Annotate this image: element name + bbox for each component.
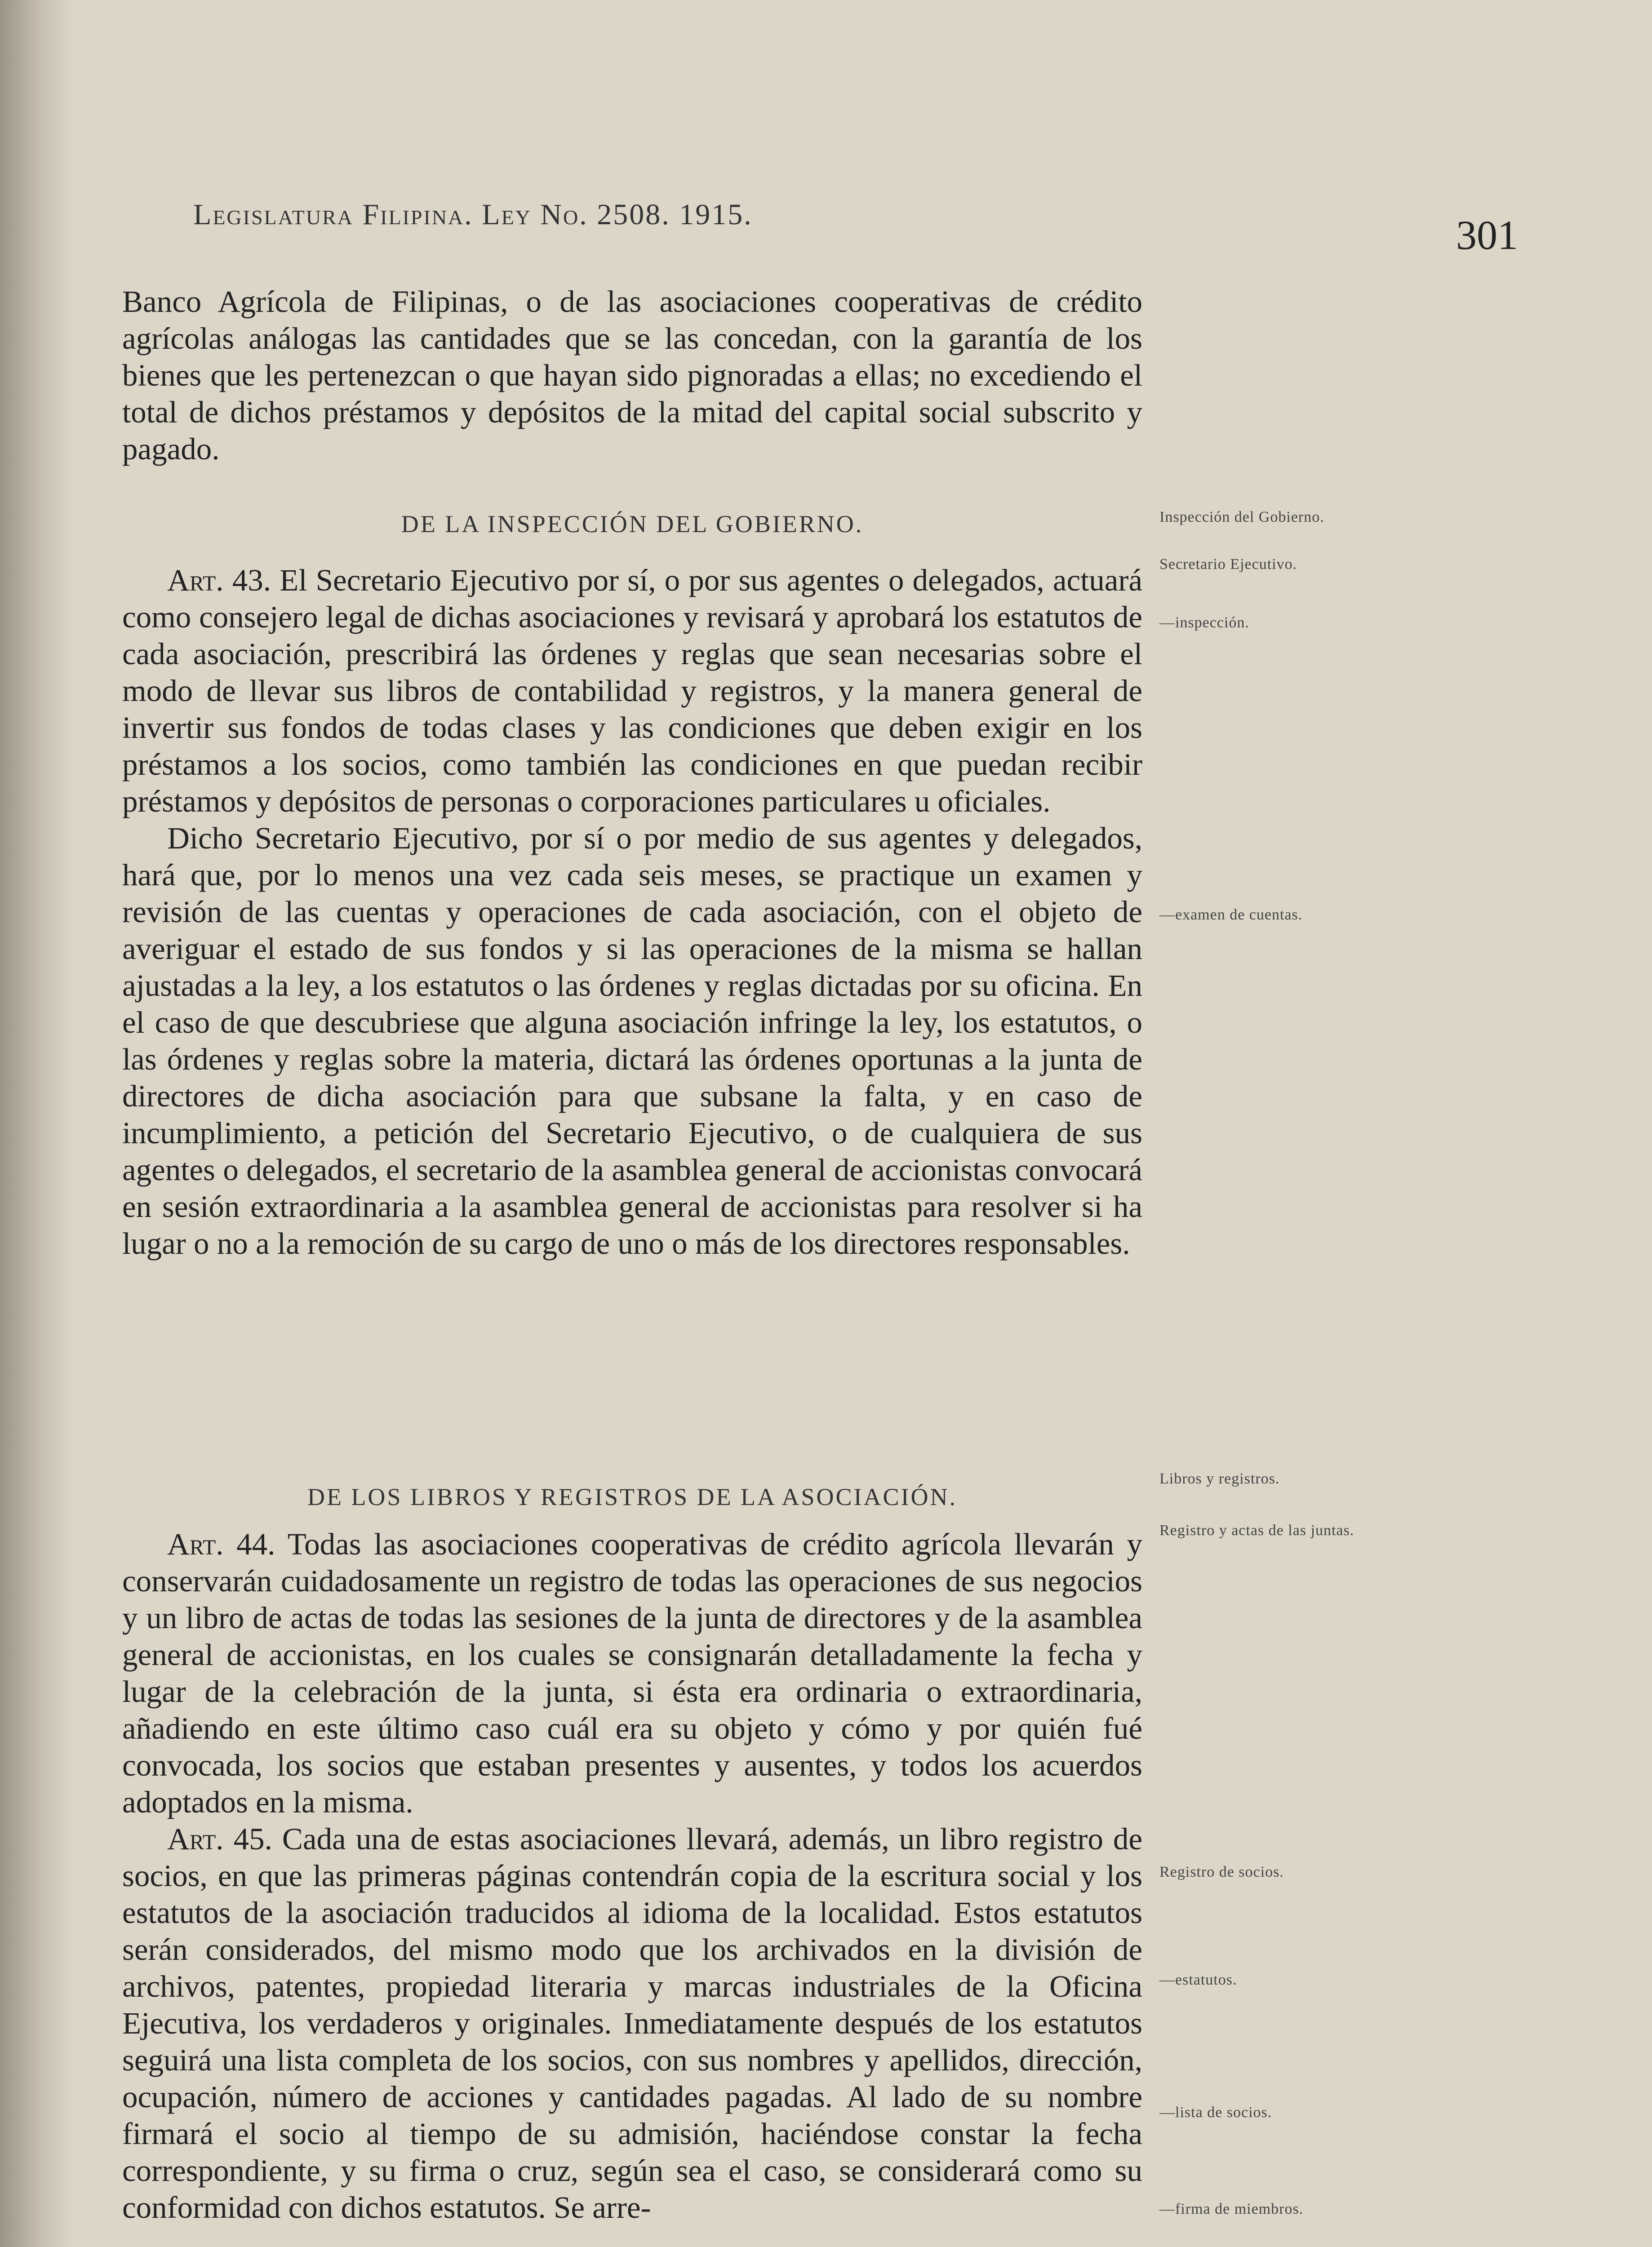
art43-paragraph — [122, 562, 1142, 820]
art43-text: El Secretario Ejecutivo por sí, o por sus agentes o delegados, actuará como consejero legal de dichas asociaciones y revisará y aprobará los estatutos de cada asociación, prescribirá las órdenes y reglas que sean necesarias sobre el modo de llevar sus libros de contabilidad y registros, y la manera general de invertir sus fondos de todas clases y las condiciones que deben exigir en los préstamos a los socios, como también las condiciones en que puedan recibir préstamos y depósitos de personas o corporaciones particulares u oficiales. — [122, 563, 1142, 818]
art44-45-block — [122, 1526, 1142, 2226]
intro-block — [122, 283, 1142, 467]
section-heading-inspeccion: DE LA INSPECCIÓN DEL GOBIERNO. — [401, 511, 864, 537]
art45-text: Cada una de estas asociaciones llevará, además, un libro registro de socios, en que las primeras páginas contendrán copia de la escritura social y los estatutos de la asociación traducidos al idioma de la localidad. Estos estatutos serán considerados, del mismo modo que los archivados en la división de archivos, patentes, propiedad literaria y marcas industriales de la Oficina Ejecutiva, los verdaderos y originales. Inmediatamente después de los estatutos seguirá una lista completa de los socios, con sus nombres y apellidos, dirección, ocupación, número de acciones y cantidades pagadas. Al lado de su nombre firmará el socio al tiempo de su admisión, haciéndose constar la fecha correspondiente, y su firma o cruz, según sea el caso, se considerará como su conformidad con dichos estatutos. Se arre- — [122, 1822, 1142, 2225]
section-heading-libros: DE LOS LIBROS Y REGISTROS DE LA ASOCIACIÓN. — [307, 1483, 958, 1510]
margin-note-lista-socios: —lista de socios. — [1159, 2104, 1272, 2121]
margin-note-libros-registros: Libros y registros. — [1159, 1470, 1280, 1487]
margin-note-examen-cuentas: —examen de cuentas. — [1159, 906, 1303, 923]
scan-page-edge — [0, 0, 72, 2247]
art45-label: Art. 45. — [167, 1822, 272, 1856]
running-head: Legislatura Filipina. Ley No. 2508. 1915. — [193, 198, 753, 231]
margin-note-firma-miembros: —firma de miembros. — [1159, 2201, 1304, 2217]
art44-label: Art. 44. — [167, 1527, 275, 1561]
margin-note-estatutos: —estatutos. — [1159, 1972, 1237, 1988]
margin-note-secretario-ejecutivo: Secretario Ejecutivo. — [1159, 556, 1297, 573]
margin-note-inspeccion-gobierno: Inspección del Gobierno. — [1159, 509, 1324, 525]
margin-note-inspeccion: —inspección. — [1159, 614, 1249, 631]
margin-note-registro-socios: Registro de socios. — [1159, 1864, 1284, 1880]
art43-label: Art. 43. — [167, 563, 271, 597]
art43-block — [122, 562, 1142, 1262]
examen-paragraph: Dicho Secretario Ejecutivo, por sí o por medio de sus agentes y delegados, hará que, por lo menos una vez cada seis meses, se practique un examen y revisión de las cuentas y operaciones de cada asociación, con el objeto de averiguar el estado de sus fondos y si las operaciones de la misma se hallan ajustadas a la ley, a los estatutos o las órdenes y reglas dictadas por su oficina. En el caso de que descubriese que alguna asociación infringe la ley, los estatutos, o las órdenes y reglas sobre la materia, dictará las órdenes oportunas a la junta de directores de dicha asociación para que subsane la falta, y en caso de incumplimiento, a petición del Secretario Ejecutivo, o de cualquiera de sus agentes o delegados, el secretario de la asamblea general de accionistas convocará en sesión extraordinaria a la asamblea general de accionistas para resolver si ha lugar o no a la remoción de su cargo de uno o más de los directores responsables. — [122, 821, 1142, 1261]
art44-text: Todas las asociaciones cooperativas de crédito agrícola llevarán y conservarán cuidadosamente un registro de todas las operaciones de sus negocios y un libro de actas de todas las sesiones de la junta de directores y de la asamblea general de accionistas, en los cuales se consignarán detalladamente la fecha y lugar de la celebración de la junta, si ésta era ordinaria o extraordinaria, añadiendo en este último caso cuál era su objeto y cómo y por quién fué convocada, los socios que estaban presentes y ausentes, y todos los acuerdos adoptados en la misma. — [122, 1527, 1142, 1819]
page-number: 301 — [1456, 212, 1518, 258]
margin-note-registro-actas: Registro y actas de las juntas. — [1159, 1522, 1354, 1539]
art45-paragraph — [122, 1821, 1142, 2226]
art44-paragraph — [122, 1526, 1142, 1821]
intro-paragraph: Banco Agrícola de Filipinas, o de las asociaciones cooperativas de crédito agrícolas análogas las cantidades que se las concedan, con la garantía de los bienes que les pertenezcan o que hayan sido pignoradas a ellas; no excediendo el total de dichos préstamos y depósitos de la mitad del capital social subscrito y pagado. — [122, 284, 1142, 466]
